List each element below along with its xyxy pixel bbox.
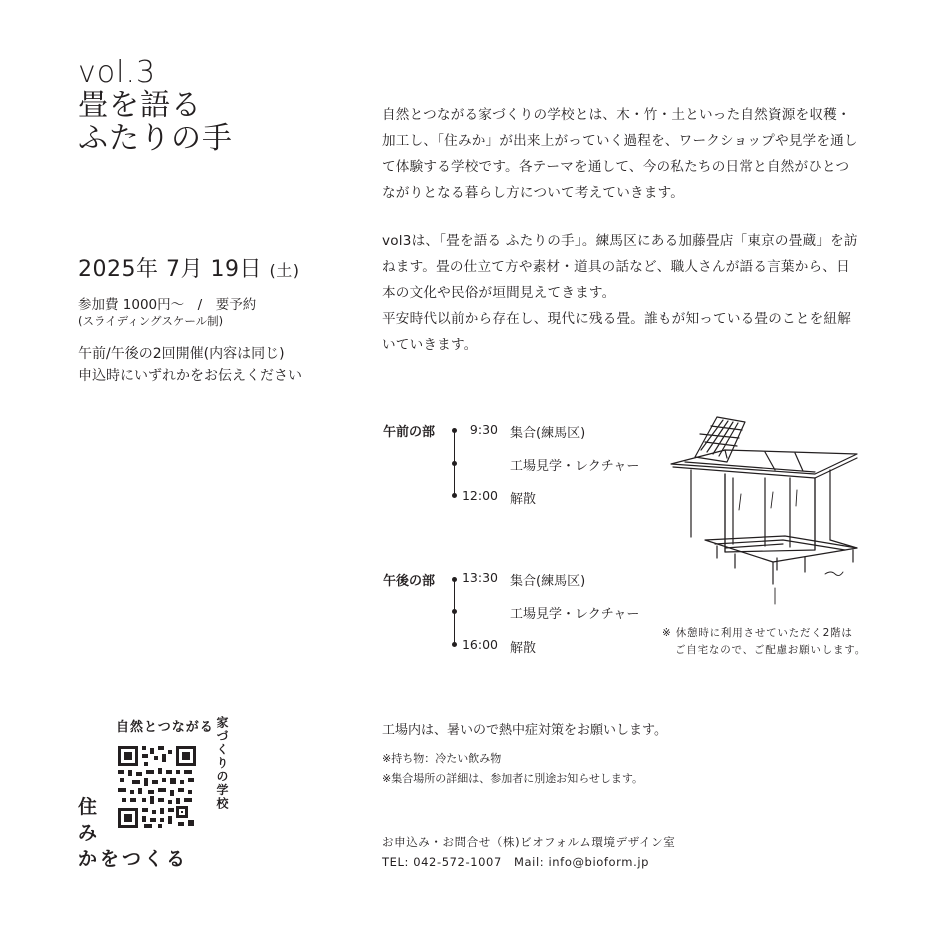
sessions-line-1: 午前/午後の2回開催(内容は同じ): [78, 346, 285, 362]
intro-paragraph-2-b: 平安時代以前から存在し、現代に残る畳。誰もが知っている畳のことを紐解いていきます。: [382, 311, 851, 353]
timeline-dot: [452, 461, 457, 466]
title-line-2: ふたりの手: [78, 121, 233, 156]
event-title: [78, 56, 233, 155]
illustration-note-1: ※ 休憩時に利用させていただく2階は: [662, 627, 853, 639]
items-to-bring: ※持ち物：冷たい飲み物: [382, 752, 502, 765]
schedule-text: 工場見学・レクチャー: [510, 607, 640, 622]
schedule-time: 16:00: [461, 637, 498, 652]
sessions-line-2: 申込時にいずれかをお伝えください: [78, 368, 302, 384]
illustration-note-2: ご自宅なので、ご配慮お願いします。: [675, 644, 867, 656]
contact-tel-mail: TEL: 042-572-1007 Mail: info@bioform.jp: [382, 855, 650, 869]
schedule-text: 解散: [510, 641, 537, 656]
schedule-text: 集合(練馬区): [510, 574, 586, 589]
schedule-time: 9:30: [469, 422, 498, 437]
schedule-time: 12:00: [461, 488, 498, 503]
timeline-dot: [452, 609, 457, 614]
event-date: [78, 252, 299, 283]
morning-label: 午前の部: [383, 425, 436, 440]
title-vol: vol.3: [78, 55, 157, 90]
qr-code-icon[interactable]: [118, 746, 196, 828]
title-line-1: 畳を語る: [78, 88, 202, 123]
date-weekday: (土): [269, 261, 300, 280]
schedule-text: 集合(練馬区): [510, 426, 586, 441]
schedule-text: 工場見学・レクチャー: [510, 459, 640, 474]
logo-big-3: かをつくる: [78, 848, 189, 870]
intro-paragraph-2-a: vol3は、「畳を語る ふたりの手」。練馬区にある加藤畳店「東京の畳蔵」を訪ねます。畳の仕立て方や素材・道具の話など、職人さんが語る言葉から、日本の文化や民俗が垣間見えてきます。: [382, 233, 858, 301]
heat-warning: 工場内は、暑いので熱中症対策をお願いします。: [382, 723, 667, 738]
fee-text: 参加費 1000円～ / 要予約: [78, 297, 257, 313]
fee-note: (スライディングスケール制): [78, 314, 224, 328]
contact-organizer: お申込み・お問合せ（株)ビオフォルム環境デザイン室: [382, 835, 676, 849]
logo-vertical-text: 家づくりの学校: [215, 716, 229, 811]
intro-paragraph-1: 自然とつながる家づくりの学校とは、木・竹・土といった自然資源を収穫・加工し、「住みか」が出来上がっていく過程を、ワークショップや見学を通して体験する学校です。各テーマを通して、今の私たちの日常と自然がひとつながりとなる暮らし方について考えていきます。: [382, 107, 858, 201]
intro-paragraph-2: [382, 228, 862, 358]
sessions-info: [78, 343, 302, 387]
logo-big-1: 住: [78, 796, 101, 818]
date-main: 2025年 7月 19日: [78, 257, 262, 282]
schedule-time: 13:30: [461, 570, 498, 585]
schedule-text: 解散: [510, 492, 537, 507]
meeting-place-note: ※集合場所の詳細は、参加者に別途お知らせします。: [382, 772, 644, 785]
afternoon-label: 午後の部: [383, 574, 436, 589]
logo-big-2: み: [78, 822, 101, 844]
logo-top-text: 自然とつながる: [116, 720, 214, 735]
tatami-house-sketch: [665, 412, 865, 607]
